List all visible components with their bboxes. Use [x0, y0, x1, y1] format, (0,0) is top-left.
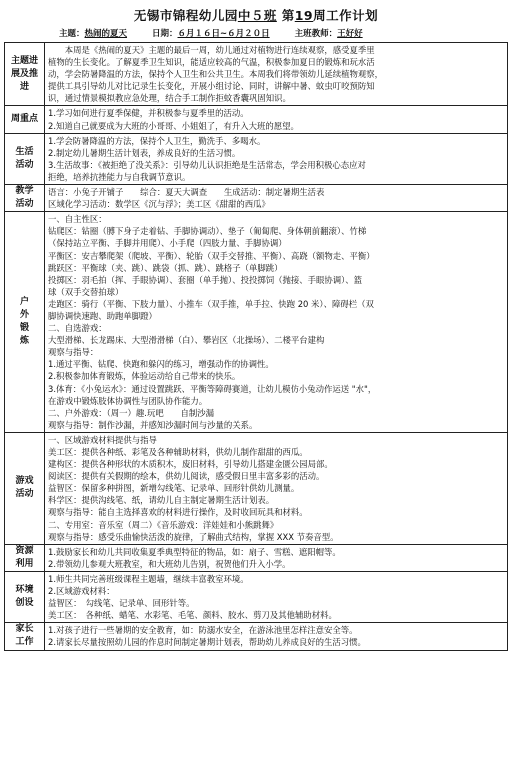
row-label [5, 544, 45, 571]
title-prefix: 无锡市锦程幼儿园 [133, 8, 238, 23]
content-line: 观察与指导：能自主选择喜欢的材料进行操作，及时收回玩具和材料。 [48, 507, 308, 518]
row-content [45, 432, 508, 544]
content-line: 1.学会防暑降温的方法，保持个人卫生，勤洗手、多喝水。 [48, 135, 266, 146]
content-line: 美工区： 各种纸、蜡笔、水彩笔、毛笔、颜料、胶水、剪刀及其他辅助材料。 [48, 610, 337, 621]
title-suffix: 周工作计划 [313, 8, 379, 23]
plan-row [5, 432, 508, 544]
content-line: 平衡区：安吉攀爬架（爬坡、平衡）、轮胎（双手交替推、平衡）、高跷（额物走、平衡） [48, 250, 375, 261]
plan-row [5, 623, 508, 650]
content-line: 2.知道自己就要成为大班的小哥哥、小姐姐了，有升入大班的愿望。 [48, 120, 299, 131]
plan-row [5, 212, 508, 433]
content-line: 本周是《热闹的夏天》主题的最后一周，幼儿通过对植物进行连续观察，感受夏季里 [48, 45, 375, 55]
plan-row [5, 185, 508, 212]
content-line: 3.生活故事：《被拒绝了没关系》：引导幼儿认识拒绝是生活常态，学会用积极心态应对 [48, 159, 366, 170]
content-line: 2.请家长尽量按照幼儿园的作息时间制定暑期计划表，帮助幼儿养成良好的生活习惯。 [48, 637, 366, 648]
content-line: 1.师生共同完善班级课程主题墙，继续丰富教室环境。 [48, 573, 249, 584]
content-line: 二、专用室：音乐室（周二）《音乐游戏：洋娃娃和小熊跳舞》 [48, 519, 279, 530]
content-line: 2.积极参加体育锻炼，体验运动给自己带来的快乐。 [48, 371, 241, 382]
date-value: ６月１６日~６月２０日 [177, 29, 270, 39]
content-line: 大型滑梯、长龙踢床、大型滑滑梯（白）、攀岩区（北操场）、二楼平台建构 [48, 335, 325, 346]
content-line: 阅读区：提供有关假期的绘本，供幼儿阅读，感受假日里丰富多彩的活动。 [48, 471, 325, 482]
row-content [45, 571, 508, 622]
row-content [45, 623, 508, 650]
content-line: 二、自选游戏： [48, 323, 107, 334]
row-label-part: 外 [19, 310, 29, 321]
row-label-part: 炼 [19, 336, 29, 347]
content-line: 观察与指导： [48, 347, 99, 358]
content-line: 投掷区：羽毛拍（挥、手眼协调）、套圈（单手抛）、投投掷饲（抛接、手眼协调）、篮 [48, 274, 363, 285]
row-label [5, 133, 45, 184]
row-label-part: 生活 [15, 146, 34, 157]
row-label-part: 主题进 [10, 55, 38, 66]
row-label-part: 活动 [15, 159, 34, 170]
row-label-part: 工作 [15, 637, 34, 648]
row-content [45, 43, 508, 106]
content-line: 走跑区：骑行（平衡、下肢力量）、小推车（双手推，单手拉、快跑 20 米）、障碍栏（双 [48, 298, 374, 309]
content-line: 动，学会防暑降温的方法，保持个人卫生和公共卫生。本周我们将带领幼儿延续植物观察， [48, 69, 383, 80]
row-label-part: 周重点 [10, 114, 38, 125]
row-label-part: 利用 [15, 558, 34, 569]
row-label [5, 106, 45, 133]
row-content [45, 106, 508, 133]
row-label [5, 432, 45, 544]
plan-row [5, 544, 508, 571]
teacher-label: 主班教师： [294, 29, 338, 39]
content-line: 区域化学习活动：数学区《沉与浮》；美工区《甜甜的西瓜》 [48, 199, 270, 210]
row-label [5, 43, 45, 106]
content-line: 1.学习如何进行夏季保健，并积极参与夏季里的活动。 [48, 108, 249, 119]
content-line: 益智区： 勾线笔、记录单、回形针等。 [48, 598, 195, 609]
row-label-part: 游戏 [15, 476, 34, 487]
row-label-part: 教学 [15, 186, 34, 197]
row-content [45, 212, 508, 433]
row-content [45, 544, 508, 571]
content-line: 球（双手交替拍球） [48, 286, 124, 297]
content-line: 一、自主性区： [48, 214, 107, 225]
row-label-part: 户 [19, 297, 29, 308]
content-line: 二、户外游戏：（周一）趣.玩吧 自制沙漏 [48, 407, 214, 418]
plan-row [5, 133, 508, 184]
content-line: 益智区：保留多种拼图，新增勾线笔、记录单、回形针供幼儿测量。 [48, 483, 300, 494]
content-line: 一、区域游戏材料提供与指导 [48, 434, 157, 445]
plan-row [5, 106, 508, 133]
content-line: 观察与指导：制作沙漏，并感知沙漏时间与沙量的关系。 [48, 419, 258, 430]
row-label-part: 环境 [15, 585, 34, 596]
content-line: 1.鼓励家长和幼儿共同收集夏季典型特征的物品，如：扇子、雪糕、遮阳帽等。 [48, 546, 341, 557]
page-title [4, 6, 508, 26]
plan-row [5, 43, 508, 106]
subtitle-row [4, 26, 508, 42]
content-line: 跳跃区：平衡球（夹、跳）、跳袋（抓、跳）、跳格子（单脚跳） [48, 262, 283, 273]
plan-table [4, 42, 508, 651]
title-week-number: 19 [294, 8, 314, 23]
content-line: 钻爬区：钻圈（膊下身子走着钻、手脚协调动）、垫子（匍匐爬、身体朝前翻滚）、竹梯 [48, 226, 367, 237]
row-label-part: 家长 [15, 624, 34, 635]
content-line: 3.体育：《小兔运水》：通过设置跳跃、平衡等障碍赛道，让幼儿模仿小兔动作运送 "水"， [48, 383, 377, 394]
date-label: 日期： [152, 29, 178, 39]
content-line: 脚协调快速跑、助跑单脚蹬） [48, 310, 157, 321]
row-content [45, 185, 508, 212]
theme-label: 主题： [59, 29, 85, 39]
row-label-part: 创设 [15, 598, 34, 609]
row-label-part: 进 [19, 81, 29, 92]
content-line: 1.对孩子进行一些暑期的安全教育，如：防溺水安全，在游泳池里怎样注意安全等。 [48, 625, 358, 636]
row-label-part: 活动 [15, 199, 34, 210]
row-label [5, 212, 45, 433]
title-class: 中５班 [237, 8, 277, 23]
content-line: 建构区：提供各种形状的木质积木，废旧材料，引导幼儿搭建金匮公园局部。 [48, 459, 333, 470]
content-line: 2.带领幼儿参观大班教室，和大班幼儿告别，祝贺他们升入小学。 [48, 558, 291, 569]
row-label-part: 资源 [15, 545, 34, 556]
content-line: 科学区：提供沟线笔、纸，请幼儿自主制定暑期生活计划表。 [48, 495, 275, 506]
content-line: 2.区域游戏材料： [48, 586, 115, 597]
row-label-part: 锻 [19, 323, 29, 334]
row-label [5, 185, 45, 212]
title-week-prefix: 第 [281, 8, 295, 23]
row-content [45, 133, 508, 184]
content-line: 1.通过平衡、钻爬、快跑和躲闪的练习，增强动作的协调性。 [48, 359, 274, 370]
row-label [5, 623, 45, 650]
row-label-part: 活动 [15, 489, 34, 500]
content-line: 拒绝，培养抗挫能力与自我调节意识。 [48, 171, 191, 182]
content-line: 观察与指导：感受乐曲愉快活泼的旋律，了解曲式结构，掌握 XXX 节奏音型。 [48, 531, 339, 542]
content-line: 识，通过情景模拟教应急处理，结合手工制作拒蚊香囊巩固知识。 [48, 93, 291, 104]
content-line: 语言：小兔子开铺子 综合：夏天大调查 生成活动：制定暑期生活表 [48, 187, 325, 198]
row-label-part: 展及推 [10, 68, 38, 79]
content-line: 在游戏中锻炼肢体协调性与团队协作能力。 [48, 395, 208, 406]
theme-value: 热闹的夏天 [84, 29, 128, 39]
content-line: 提供工具引导幼儿对比记录生长变化，开展小组讨论、同时，讲解中暑、蚊虫叮咬预防知 [48, 81, 375, 92]
teacher-value: 王好好 [337, 29, 363, 39]
content-line: 2.制定幼儿暑期生活计划表，养成良好的生活习惯。 [48, 147, 241, 158]
content-line: （保持站立平衡、手脚并用爬）、小手爬（四肢力量、手脚协调） [48, 238, 287, 249]
content-line: 植物的生长变化。了解夏季卫生知识，能适应较高的气温，积极参加夏日的锻炼和玩水活 [48, 57, 375, 68]
content-line: 美工区：提供各种纸、彩笔及各种辅助材料，供幼儿制作甜甜的西瓜。 [48, 447, 308, 457]
plan-row [5, 571, 508, 622]
row-label [5, 571, 45, 622]
